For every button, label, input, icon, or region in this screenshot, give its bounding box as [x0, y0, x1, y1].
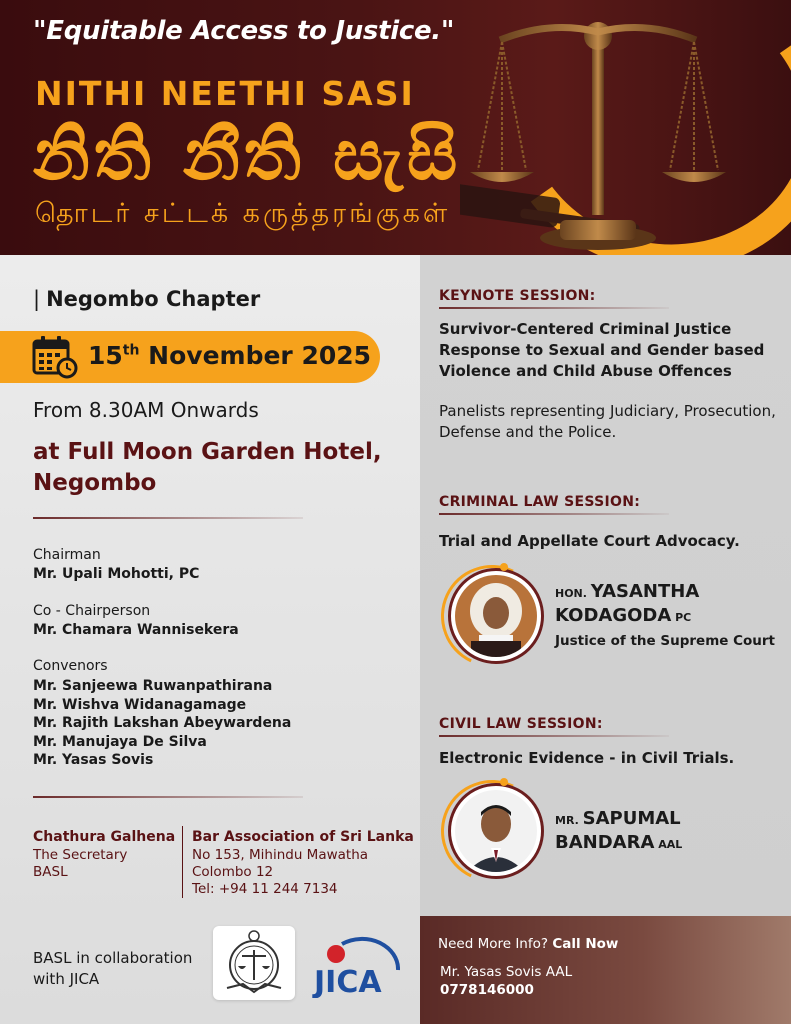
basl-address-2: Colombo 12 — [192, 864, 274, 880]
chairman-name: Mr. Upali Mohotti, PC — [33, 566, 200, 582]
title-tamil: தொடர் சட்டக் கருத்தரங்குகள் — [35, 198, 451, 229]
contact-phone[interactable]: 0778146000 — [440, 982, 534, 998]
header-banner — [0, 0, 791, 255]
portrait-dot — [500, 778, 508, 786]
convenor-item: Mr. Manujaya De Silva — [33, 733, 207, 750]
chapter-heading — [33, 287, 260, 311]
kodagoda-portrait — [448, 568, 544, 664]
basl-name: Bar Association of Sri Lanka — [192, 829, 414, 845]
criminal-title: Trial and Appellate Court Advocacy. — [439, 532, 740, 550]
kodagoda-photo — [455, 575, 537, 657]
kodagoda-title: Justice of the Supreme Court — [555, 633, 776, 649]
speaker-prefix: MR. — [555, 814, 583, 827]
portrait-dot — [500, 563, 508, 571]
speaker-suffix: PC — [671, 611, 692, 624]
bandara-portrait — [448, 783, 544, 879]
chapter-bar: | — [33, 287, 41, 311]
basl-logo — [213, 926, 295, 1000]
contact-need: Need More Info? — [438, 936, 553, 952]
date-month-year: November 2025 — [139, 341, 372, 370]
keynote-heading: KEYNOTE SESSION: — [439, 288, 596, 304]
basl-tel: Tel: +94 11 244 7134 — [192, 881, 338, 897]
keynote-underline — [439, 307, 669, 309]
collab-line-1: BASL in collaboration — [33, 949, 193, 967]
secretary-name: Chathura Galhena — [33, 829, 176, 845]
scales-of-justice-image — [460, 0, 791, 255]
chapter-name: Negombo Chapter — [46, 287, 261, 311]
convenor-item: Mr. Sanjeewa Ruwanpathirana — [33, 678, 273, 694]
tagline: "Equitable Access to Justice." — [33, 16, 455, 46]
kodagoda-name — [555, 581, 699, 629]
chairman-label: Chairman — [33, 547, 101, 563]
secretary-org: BASL — [33, 864, 68, 880]
criminal-heading: CRIMINAL LAW SESSION: — [439, 494, 641, 510]
speaker-suffix: AAL — [654, 838, 683, 851]
bandara-photo — [455, 790, 537, 872]
collab-line-2: with JICA — [33, 970, 100, 988]
jica-logo — [312, 930, 400, 998]
civil-underline — [439, 735, 669, 737]
bandara-name — [555, 808, 682, 856]
divider-1 — [33, 517, 303, 519]
contact-call-now: Call Now — [552, 936, 619, 952]
contact-prompt — [438, 936, 618, 952]
event-venue: at Full Moon Garden Hotel, Negombo — [33, 439, 382, 496]
convenor-item: Mr. Wishva Widanagamage — [33, 696, 247, 713]
secretary-role: The Secretary — [33, 847, 128, 863]
divider-2 — [33, 796, 303, 798]
collaboration-text — [33, 948, 192, 990]
date-day: 15 — [88, 341, 123, 370]
basl-address-1: No 153, Mihindu Mawatha — [192, 847, 369, 863]
speaker-last-name: KODAGODA — [555, 605, 672, 626]
civil-heading: CIVIL LAW SESSION: — [439, 716, 603, 732]
calendar-clock-icon — [32, 335, 78, 379]
date-suffix: th — [122, 342, 140, 359]
contact-name: Mr. Yasas Sovis AAL — [440, 964, 573, 980]
speaker-last-name: BANDARA — [555, 832, 655, 853]
basl-emblem-icon — [213, 926, 295, 1000]
convenors-label: Convenors — [33, 658, 108, 674]
civil-title: Electronic Evidence - in Civil Trials. — [439, 749, 735, 767]
keynote-panel: Panelists representing Judiciary, Prosecution, Defense and the Police. — [439, 402, 776, 441]
vertical-divider — [182, 826, 183, 898]
convenor-item: Mr. Yasas Sovis — [33, 752, 154, 768]
speaker-prefix: HON. — [555, 587, 591, 600]
title-english: NITHI NEETHI SASI — [35, 74, 415, 113]
event-time: From 8.30AM Onwards — [33, 398, 259, 422]
speaker-first-name: YASANTHA — [590, 581, 700, 602]
cochair-label: Co - Chairperson — [33, 603, 151, 619]
keynote-title: Survivor-Centered Criminal Justice Response to Sexual and Gender based Violence and Child Abuse Offences — [439, 320, 765, 380]
jica-text: JICA — [314, 965, 382, 998]
cochair-name: Mr. Chamara Wannisekera — [33, 622, 239, 638]
convenors-list — [33, 677, 291, 770]
speaker-first-name: SAPUMAL — [582, 808, 681, 829]
event-date — [88, 341, 371, 370]
title-sinhala: නිති නීති සැසි — [33, 114, 462, 196]
convenor-item: Mr. Rajith Lakshan Abeywardena — [33, 715, 292, 731]
criminal-underline — [439, 513, 669, 515]
